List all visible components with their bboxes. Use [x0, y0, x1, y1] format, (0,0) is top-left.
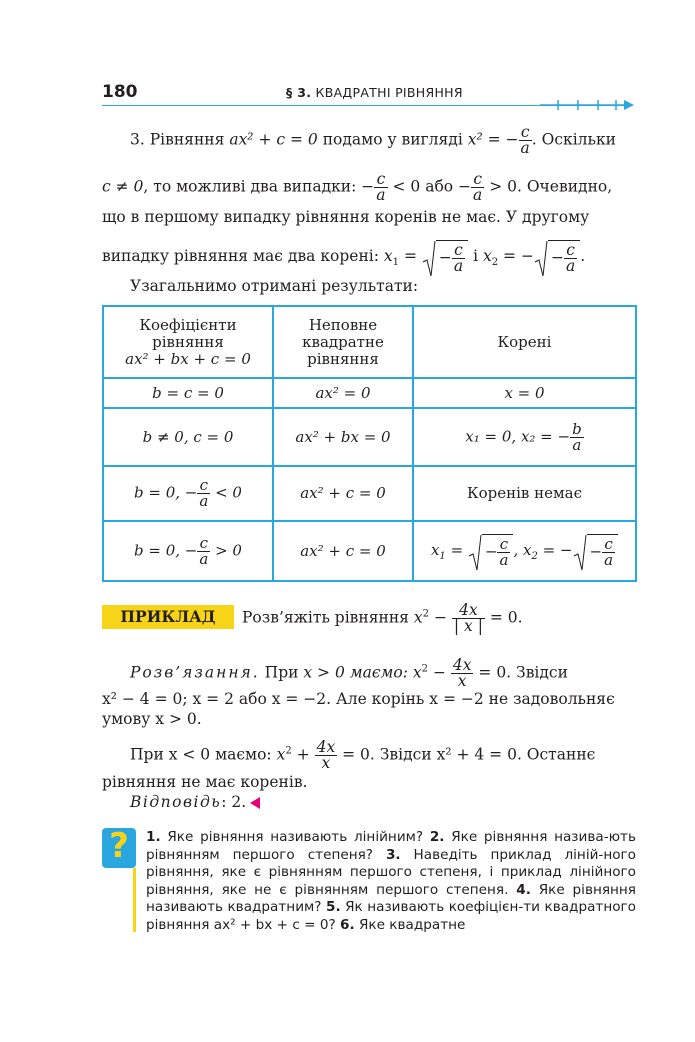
textbook-page: 180 § 3. КВАДРАТНІ РІВНЯННЯ 3. Рівняння ax² + c = 0 подамо у вигляді x² = − $\frac{c}{a}$ . Оскільки c ≠ 0, то можливі два випадки: − $\frac{c}{a}$ < 0 або − $\frac{c}{a}$ > 0. Очевидно, що в першому випадку рівняння коренів не має. У другому випадку рівняння має два корені: $x_1$ = − $\frac{c}{a}$ і $x_2$ = − − $\frac{c}{a}$ . Узагальнимо отримані результати: Коефіцієнти рівняння ax² + bx + c = 0 Неповне квадратне рівняння Корені b = c = 0 ax² = 0 x = 0 b ≠ 0, c = 0 ax² + bx = 0 x₁ = 0, x₂ = − $\frac{b}{a}$ b = 0, − $\frac{c}{a}$ < 0 ax² + c = 0 Коренів немає b = 0, − $\frac{c}{a}$ > 0 ax² + c = 0 $x_1$ = − $\frac{c}{a}$ , $x_2$ = − − $\frac{c}{a}$ ПРИКЛАД Розв’яжіть рівняння $x^2$ − $\frac{4x}{| x |}$ = 0. Розв’язання. При x > 0 маємо: $x^2$ − $\frac{4x}{x}$ = 0. Звідси x² − 4 = 0; x = 2 або x = −2. Але корінь x = −2 не задовольняє умову x > 0. При x < 0 маємо: $x^2$ + $\frac{4x}{x}$ = 0. Звідси x² + 4 = 0. Останнє рівняння не має коренів. Відповідь: 2. ? 1. Яке рівняння називають лінійним? 2. Яке рівняння назива-ють рівнянням першого степеня? 3. Наведіть приклад ліній-ного рівняння, яке є рівнянням першого степеня, і приклад лінійного рівняння, яке не є рівнянням першого степеня. 4. Яке рівняння називають квадратним? 5. Як називають коефіцієн-ти квадратного рівняння ax² + bx + c = 0? 6. Яке квадратне — [102, 82, 636, 933]
table-header-row — [103, 306, 636, 378]
header-roots: Корені — [413, 306, 636, 378]
solution-line4: При x < 0 маємо: $x^2$ + $\frac{4x}{x}$ = 0. Звідси x² + 4 = 0. Останнє — [130, 738, 596, 772]
case3-line4: випадку рівняння має два корені: $x_1$ = − $\frac{c}{a}$ і $x_2$ = − − $\frac{c}{a}$ . — [102, 241, 586, 275]
review-questions: 1. Яке рівняння називають лінійним? 2. Яке рівняння назива-ють рівнянням першого степеня? 3. Наведіть приклад ліній-ного рівняння, яке є рівнянням першого степеня, і приклад лінійного рівняння, яке не є рівнянням першого степеня. 4. Яке рівняння називають квадратним? 5. Як називають коефіцієн-ти квадратного рівняння ax² + bx + c = 0? 6. Яке квадратне — [146, 829, 636, 933]
table-row: b = 0, − $\frac{c}{a}$ < 0 ax² + c = 0 Коренів немає — [103, 466, 636, 521]
example-task: Розв’яжіть рівняння $x^2$ − $\frac{4x}{| x |}$ = 0. — [242, 601, 523, 635]
case3-line1: 3. Рівняння ax² + c = 0 подамо у вигляді x² = − $\frac{c}{a}$ . Оскільки — [130, 123, 616, 157]
table-row: b = c = 0 ax² = 0 x = 0 — [103, 378, 636, 408]
table-row: b ≠ 0, c = 0 ax² + bx = 0 x₁ = 0, x₂ = − $\frac{b}{a}$ — [103, 408, 636, 466]
number-axis-icon — [540, 98, 635, 114]
section-title — [286, 85, 463, 100]
results-table — [102, 305, 637, 582]
fraction-c-over-a: $\frac{c}{a}$ — [520, 123, 530, 157]
solution-line2: x² − 4 = 0; x = 2 або x = −2. Але корінь x = −2 не задовольняє — [102, 690, 615, 708]
solution-line5: рівняння не має коренів. — [102, 773, 308, 791]
case3-line5: Узагальнимо отримані результати: — [130, 277, 419, 295]
case3-line3: що в першому випадку рівняння коренів не має. У другому — [102, 208, 590, 226]
end-of-solution-icon — [250, 797, 260, 809]
header-coefficients: Коефіцієнти рівняння ax² + bx + c = 0 — [103, 306, 273, 378]
page-number: 180 — [102, 82, 138, 102]
section-mark: § 3. — [286, 85, 312, 100]
question-bar — [133, 868, 136, 932]
example-badge: ПРИКЛАД — [102, 605, 234, 629]
header-incomplete-equation: Неповне квадратне рівняння — [273, 306, 413, 378]
section-title-text: КВАДРАТНІ РІВНЯННЯ — [315, 85, 463, 100]
table-row: b = 0, − $\frac{c}{a}$ > 0 ax² + c = 0 $x_1$ = − $\frac{c}{a}$ , $x_2$ = − − $\frac{c}{a}$ — [103, 521, 636, 581]
case3-line2: c ≠ 0, то можливі два випадки: − $\frac{c}{a}$ < 0 або − $\frac{c}{a}$ > 0. Очевидно, — [102, 170, 613, 204]
solution-line3: умову x > 0. — [102, 710, 202, 728]
answer-line: Відповідь: 2. — [130, 793, 260, 811]
solution-line1: Розв’язання. При x > 0 маємо: $x^2$ − $\frac{4x}{x}$ = 0. Звідси — [130, 656, 568, 690]
